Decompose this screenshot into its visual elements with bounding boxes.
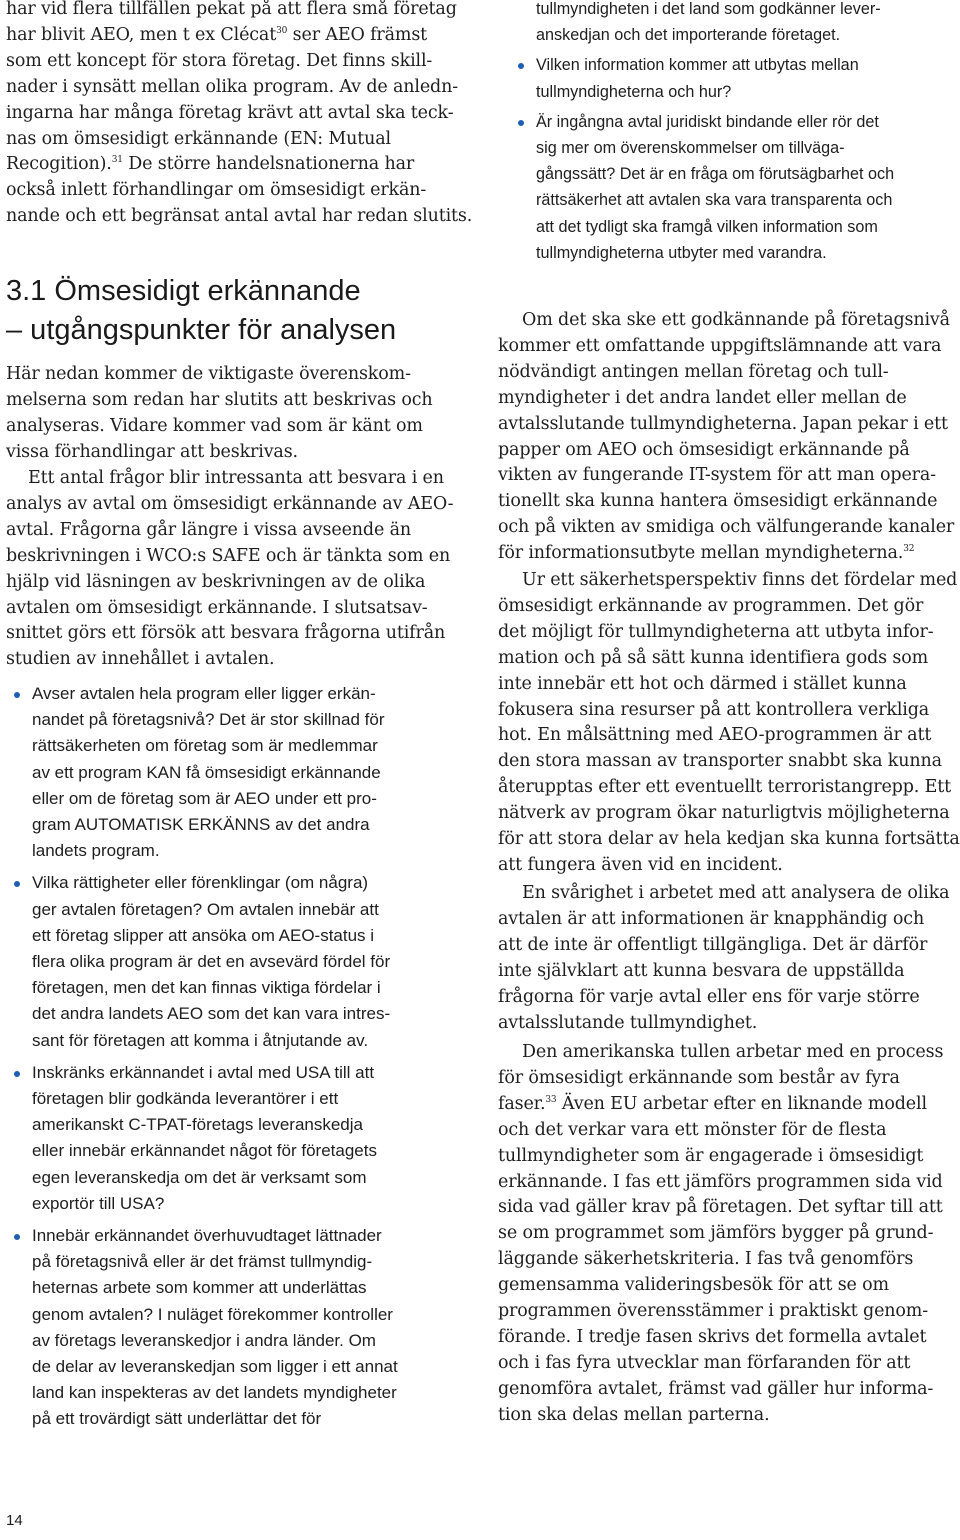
text-line: Recogition).$^{31}$ De större handelsnationerna har	[6, 154, 415, 175]
right-paragraph-4	[498, 1040, 956, 1429]
text-line: erkännande. I fas ett jämförs programmen sida vid	[498, 1171, 943, 1192]
text-line: snittet görs ett försök att besvara frågorna utifrån	[6, 623, 446, 644]
bullet-icon	[14, 881, 20, 887]
text-line: tullmyndigheter som är engagerade i ömsesidigt	[498, 1145, 924, 1166]
text-line: nas om ömsesidigt erkännande (EN: Mutual	[6, 128, 391, 149]
text-line: hjälp vid läsningen av beskrivningen av de olika	[6, 571, 426, 592]
text-line: frågorna för varje avtal eller ens för varje större	[498, 986, 920, 1007]
right-paragraph-2	[498, 568, 960, 879]
text-line: nödvändigt antingen mellan företag och tull-	[498, 361, 889, 382]
text-line: faser.$^{33}$ Även EU arbetar efter en liknande modell	[498, 1093, 927, 1114]
list-item: Innebär erkännandet överhuvudtaget lättnader på företagsnivå eller är det främst tullmyndig- heternas arbete som kommer att underlättas genom avtalen? I nuläget förekommer kontroller av företags leveranskedjor i andra länder. Om de delar av leveranskedjan som ligger i ett annat land kan inspekteras av det landets myndigheter på ett trovärdigt sätt underlättar det för	[10, 1223, 454, 1433]
text-line: ömsesidigt erkännande av programmen. Det gör	[498, 595, 924, 616]
text-line: gemensamma valideringsbesök för att se om	[498, 1275, 889, 1296]
text-line: nätverk av program ökar naturligtvis möjligheterna	[498, 803, 950, 824]
list-item: Avser avtalen hela program eller ligger erkän- nandet på företagsnivå? Det är stor skillnad för rättsäkerheten om företag som är medlemmar av ett program KAN få ömsesidigt erkännande eller om de företag som är AEO under ett pro- gram AUTOMATISK ERKÄNNS av det andra landets program.	[10, 681, 454, 864]
text-line: att de inte är offentligt tillgängliga. Det är därför	[498, 934, 928, 955]
right-paragraph-3	[498, 881, 956, 1036]
text-line: genomföra avtalet, främst vad gäller hur informa-	[498, 1378, 934, 1399]
text-line: har vid flera tillfällen pekat på att flera små företag	[6, 0, 457, 19]
text-line: det möjligt för tullmyndigheterna att utbyta infor-	[498, 621, 934, 642]
text-line: att fungera även vid en incident.	[498, 854, 783, 875]
intro-paragraph	[6, 0, 473, 230]
text-line: och i fas fyra utvecklar man förfaranden för att	[498, 1352, 911, 1373]
text-line: den stora massan av transporter snabbt ska kunna	[498, 751, 942, 772]
text-line: och det verkar vara ett mönster för de flesta	[498, 1119, 887, 1140]
text-line: förande. I tredje fasen skrivs det formella avtalet	[498, 1326, 927, 1347]
text-line: papper om AEO och ömsesidigt erkännande på	[498, 439, 910, 460]
text-line: inte innebär ett hot och därmed i stället kunna	[498, 673, 907, 694]
page-number: 14	[6, 1512, 23, 1529]
text-line: beskrivningen i WCO:s SAFE och är tänkta som en	[6, 545, 451, 566]
text-line: för informationsutbyte mellan myndigheterna.$^{32}$	[498, 543, 915, 564]
footnote-ref: 32	[903, 544, 915, 555]
paragraph-1	[6, 362, 454, 466]
text-line: inte självklart att kunna besvara de uppställda	[498, 960, 905, 981]
text-line: Ett antal frågor blir intressanta att besvara i en	[28, 468, 444, 488]
text-line: läggande säkerhetskriteria. I fas två genomförs	[498, 1249, 914, 1270]
heading-line-2: – utgångspunkter för analysen	[6, 314, 397, 346]
list-item: Vilka rättigheter eller förenklingar (om några) ger avtalen företagen? Om avtalen innebär att ett företag slipper att ansöka om AEO-status i flera olika program är det en avsevärd fördel för företagen, men det kan finnas viktiga fördelar i det andra landets AEO som det kan vara intres- sant för företagen att komma i åtnjutande av.	[10, 870, 454, 1053]
bullet-icon	[14, 1071, 20, 1077]
text-line: melserna som redan har slutits att beskrivas och	[6, 389, 433, 410]
text-line: se om programmet som jämförs bygger på grund-	[498, 1223, 934, 1244]
text-line: sida vad gäller krav på företagen. Det syftar till att	[498, 1197, 943, 1218]
text-line: myndigheter i det andra landet eller mellan de	[498, 387, 907, 408]
text-line: för att stora delar av hela kedjan ska kunna fortsätta	[498, 829, 960, 850]
text-line: Ur ett säkerhetsperspektiv finns det fördelar med	[522, 570, 958, 590]
question-list	[10, 681, 454, 1433]
text-line: Den amerikanska tullen arbetar med en process	[522, 1042, 944, 1062]
text-line: hot. En målsättning med AEO-programmen är att	[498, 725, 932, 746]
text-line: analys av avtal om ömsesidigt erkännande av AEO-	[6, 493, 454, 514]
text-line: också inlett förhandlingar om ömsesidigt erkän-	[6, 180, 427, 201]
right-paragraph-1	[498, 308, 956, 567]
text-line: tionellt ska kunna hantera ömsesidigt erkännande	[498, 491, 938, 512]
list-item: Vilken information kommer att utbytas mellan tullmyndigheterna och hur?	[514, 52, 956, 104]
paragraph-2	[6, 466, 454, 673]
text-line: ingarna har många företag krävt att avtal ska teck-	[6, 102, 454, 123]
footnote-ref: 31	[111, 155, 123, 166]
list-item: Är ingångna avtal juridiskt bindande eller rör det sig mer om överenskommelser om tillväga- gångssätt? Det är en fråga om förutsägbarhet och rättsäkerhet att avtalen ska vara transparenta och att det tydligt ska framgå vilken information som tullmyndigheterna utbyter med varandra.	[514, 109, 956, 266]
text-line: programmen överensstämmer i praktiskt genom-	[498, 1301, 929, 1322]
text-line: har blivit AEO, men t ex Clécat$^{30}$ ser AEO främst	[6, 24, 428, 45]
text-line: och på vikten av smidiga och välfungerande kanaler	[498, 517, 955, 538]
text-line: tion ska delas mellan parterna.	[498, 1404, 770, 1425]
text-line: analyseras. Vidare kommer vad som är känt om	[6, 415, 423, 436]
text-line: nader i synsätt mellan olika program. Av de anledn-	[6, 76, 458, 97]
bullet-icon	[14, 692, 20, 698]
text-line: återupptas efter ett eventuellt terroristangrepp. Ett	[498, 777, 952, 798]
text-line: kommer ett omfattande uppgiftslämnande att vara	[498, 335, 942, 356]
text-line: fokusera sina resurser på att kontrollera verkliga	[498, 699, 930, 720]
list-item-continued: tullmyndigheten i det land som godkänner lever- anskedjan och det importerande företaget.	[536, 0, 881, 45]
text-line: Om det ska ske ett godkännande på företagsnivå	[522, 310, 950, 330]
text-line: som ett koncept för stora företag. Det finns skill-	[6, 50, 433, 71]
text-line: avtalsslutande tullmyndighet.	[498, 1012, 758, 1033]
text-line: avtalen om ömsesidigt erkännande. I slutsatsav-	[6, 597, 428, 618]
text-line: avtalen är att informationen är knapphändig och	[498, 908, 925, 929]
text-line: Här nedan kommer de viktigaste överenskom-	[6, 364, 411, 384]
bullet-icon	[518, 63, 524, 69]
text-line: mation och på så sätt kunna identifiera gods som	[498, 647, 929, 668]
text-line: studien av innehållet i avtalen.	[6, 649, 275, 670]
list-item: Inskränks erkännandet i avtal med USA till att företagen blir godkända leverantörer i ett amerikanskt C-TPAT-företags leveranskedja eller innebär erkännandet något för företagets egen leveranskedja om det är verksamt som exportör till USA?	[10, 1060, 454, 1217]
text-line: vikten av fungerande IT-system för att man opera-	[498, 465, 936, 486]
text-line: En svårighet i arbetet med att analysera de olika	[522, 883, 950, 903]
question-list-continued	[514, 0, 956, 266]
text-line: för ömsesidigt erkännande som består av fyra	[498, 1067, 900, 1088]
footnote-ref: 30	[276, 25, 288, 36]
footnote-ref: 33	[545, 1094, 557, 1105]
text-line: nande och ett begränsat antal avtal har redan slutits.	[6, 206, 473, 227]
text-line: vissa förhandlingar att beskrivas.	[6, 441, 298, 462]
bullet-icon	[14, 1234, 20, 1240]
section-heading	[6, 272, 454, 350]
text-line: avtal. Frågorna går längre i vissa avseende än	[6, 519, 411, 540]
bullet-icon	[518, 120, 524, 126]
heading-line-1: 3.1 Ömsesidigt erkännande	[6, 275, 361, 307]
text-line: avtalsslutande tullmyndigheterna. Japan pekar i ett	[498, 413, 948, 434]
